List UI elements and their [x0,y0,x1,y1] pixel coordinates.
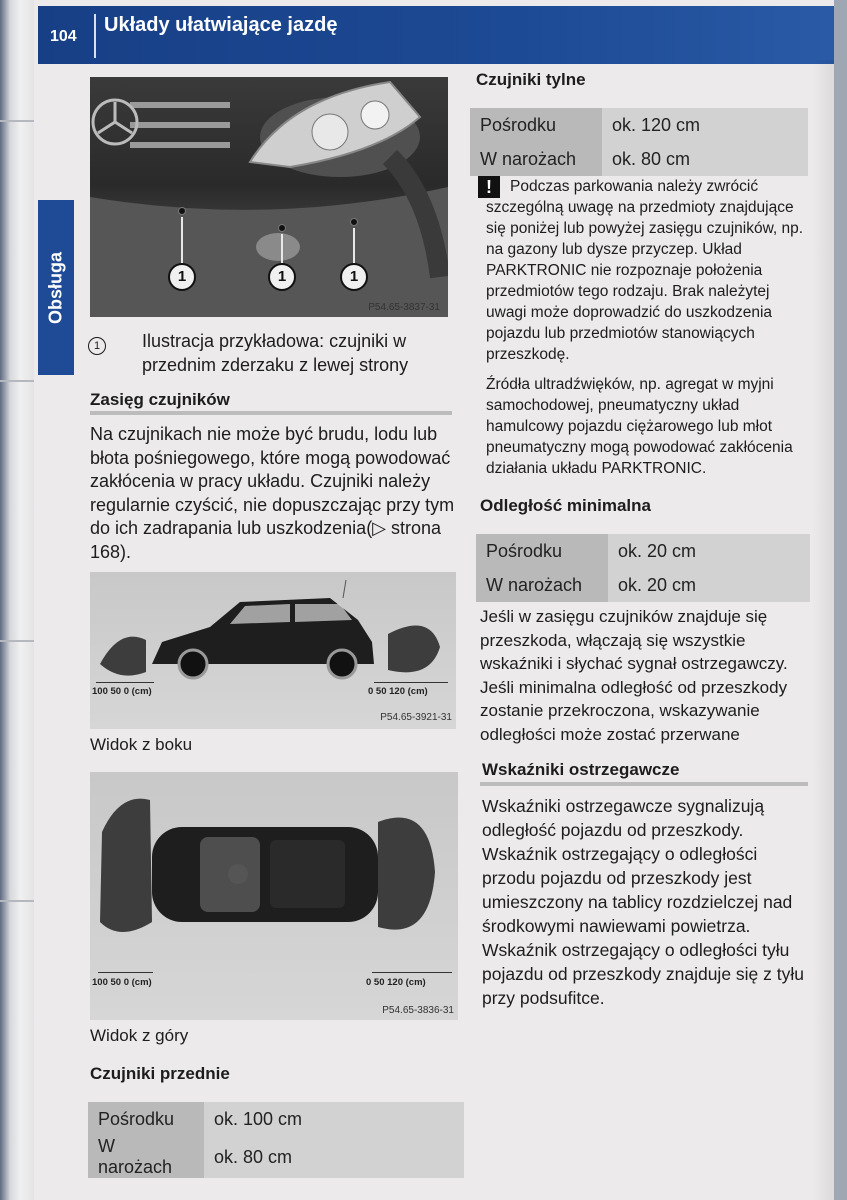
min-distance-table [476,534,810,602]
min-distance-text: Jeśli w zasięgu czujników znajduje się przeszkoda, włączają się wszystkie wskaźniki i słychać sygnał ostrzegawczy. Jeśli minimalna odległość od przeszkody zostanie przekroczona, wskazywanie odległości może zostać przerwane [480,607,788,744]
row-label: W narożach [476,568,608,602]
side-view-diagram [90,572,456,729]
row-value: ok. 20 cm [608,534,810,568]
warning-text-ultrasound: Źródła ultradźwięków, np. agregat w myjni samochodowej, pneumatyczny układ hamulcowy pojazdu ciężarowego lub młot pneumatyczny mogą powodować zakłócenia działania układu PARKTRONIC. [486,376,793,477]
scale-left-label: 100 50 0 (cm) [92,686,152,697]
row-value: ok. 20 cm [608,568,810,602]
photo-reference: P54.65-3837-31 [368,302,440,313]
top-view-caption: Widok z góry [90,1026,189,1045]
callout-1-marker: 1 [340,263,368,291]
min-distance-title: Odległość minimalna [480,496,651,515]
warning-text: Podczas parkowania należy zwrócić szczególną uwagę na przedmioty znajdujące się poniżej lub powyżej zasięgu czujników, np. na gazony lub dysze przyczep. Układ PARKTRONIC nie rozpoznaje położenia przedmiotów tego rodzaju. Brak należytej uwagi może doprowadzić do uszkodzenia pojazdu lub przedmiotów stanowiących przeszkodę. [486,178,804,363]
front-sensors-title: Czujniki przednie [90,1064,230,1083]
row-value: ok. 100 cm [204,1102,464,1136]
caption-number: 1 [88,337,106,355]
row-label: Pośrodku [470,108,602,142]
row-value: ok. 120 cm [602,108,808,142]
top-view-reference: P54.65-3836-31 [382,1005,454,1016]
page-edge-stack [0,0,34,1200]
table-row [476,568,810,602]
side-view-reference: P54.65-3921-31 [380,712,452,723]
warning-icon: ! [478,176,500,198]
row-label: Pośrodku [88,1102,204,1136]
callout-1-marker: 1 [268,263,296,291]
photo-caption: Ilustracja przykładowa: czujniki w przednim zderzaku z lewej strony [142,331,409,375]
indicators-title: Wskaźniki ostrzegawcze [482,760,680,779]
section-rule [480,782,808,786]
sensor-dot [178,207,186,215]
section-rule [90,411,452,415]
chapter-title: Układy ułatwiające jazdę [104,14,338,36]
scale-right-label: 0 50 120 (cm) [368,686,428,697]
front-bumper-photo [90,77,448,317]
table-row [470,108,808,142]
table-row [470,142,808,176]
scale-right-label: 0 50 120 (cm) [366,977,426,988]
page-number: 104 [50,28,77,45]
section-tab-label: Obsługa [45,251,66,324]
sensor-dot [278,224,286,232]
rear-sensors-title: Czujniki tylne [476,70,586,89]
callout-1-marker: 1 [168,263,196,291]
row-label: W narożach [88,1136,204,1178]
header-divider [94,14,96,58]
indicators-text: Wskaźniki ostrzegawcze sygnalizują odległość pojazdu od przeszkody. Wskaźnik ostrzegający o odległości przodu pojazdu od przeszkody jest umieszczony na tablicy rozdzielczej nad środkowymi nawiewami powietrza. Wskaźnik ostrzegający o odległości tyłu pojazdu od przeszkody znajduje się z tyłu przy podsufitce. [482,796,804,1008]
top-view-diagram [90,772,458,1020]
table-row [88,1136,464,1178]
table-row [88,1102,464,1136]
car-side-illustration [90,572,456,729]
range-text: Na czujnikach nie może być brudu, lodu lub błota pośniegowego, które mogą powodować zakłócenia w pracy układu. Czujniki należy regularnie czyścić, nie dopuszczając przy tym do ich zadrapania lub uszkodzenia(▷ strona 168). [90,424,455,562]
page-curve-shadow [812,60,834,1200]
row-value: ok. 80 cm [204,1136,464,1178]
rear-sensors-table [470,108,808,176]
table-row [476,534,810,568]
sensor-dot [350,218,358,226]
side-view-caption: Widok z boku [90,735,193,754]
row-label: W narożach [470,142,602,176]
row-label: Pośrodku [476,534,608,568]
front-sensors-table [88,1102,464,1178]
chapter-header [38,6,834,64]
section-tab [38,200,74,375]
range-title: Zasięg czujników [90,390,230,409]
scale-left-label: 100 50 0 (cm) [92,977,152,988]
row-value: ok. 80 cm [602,142,808,176]
